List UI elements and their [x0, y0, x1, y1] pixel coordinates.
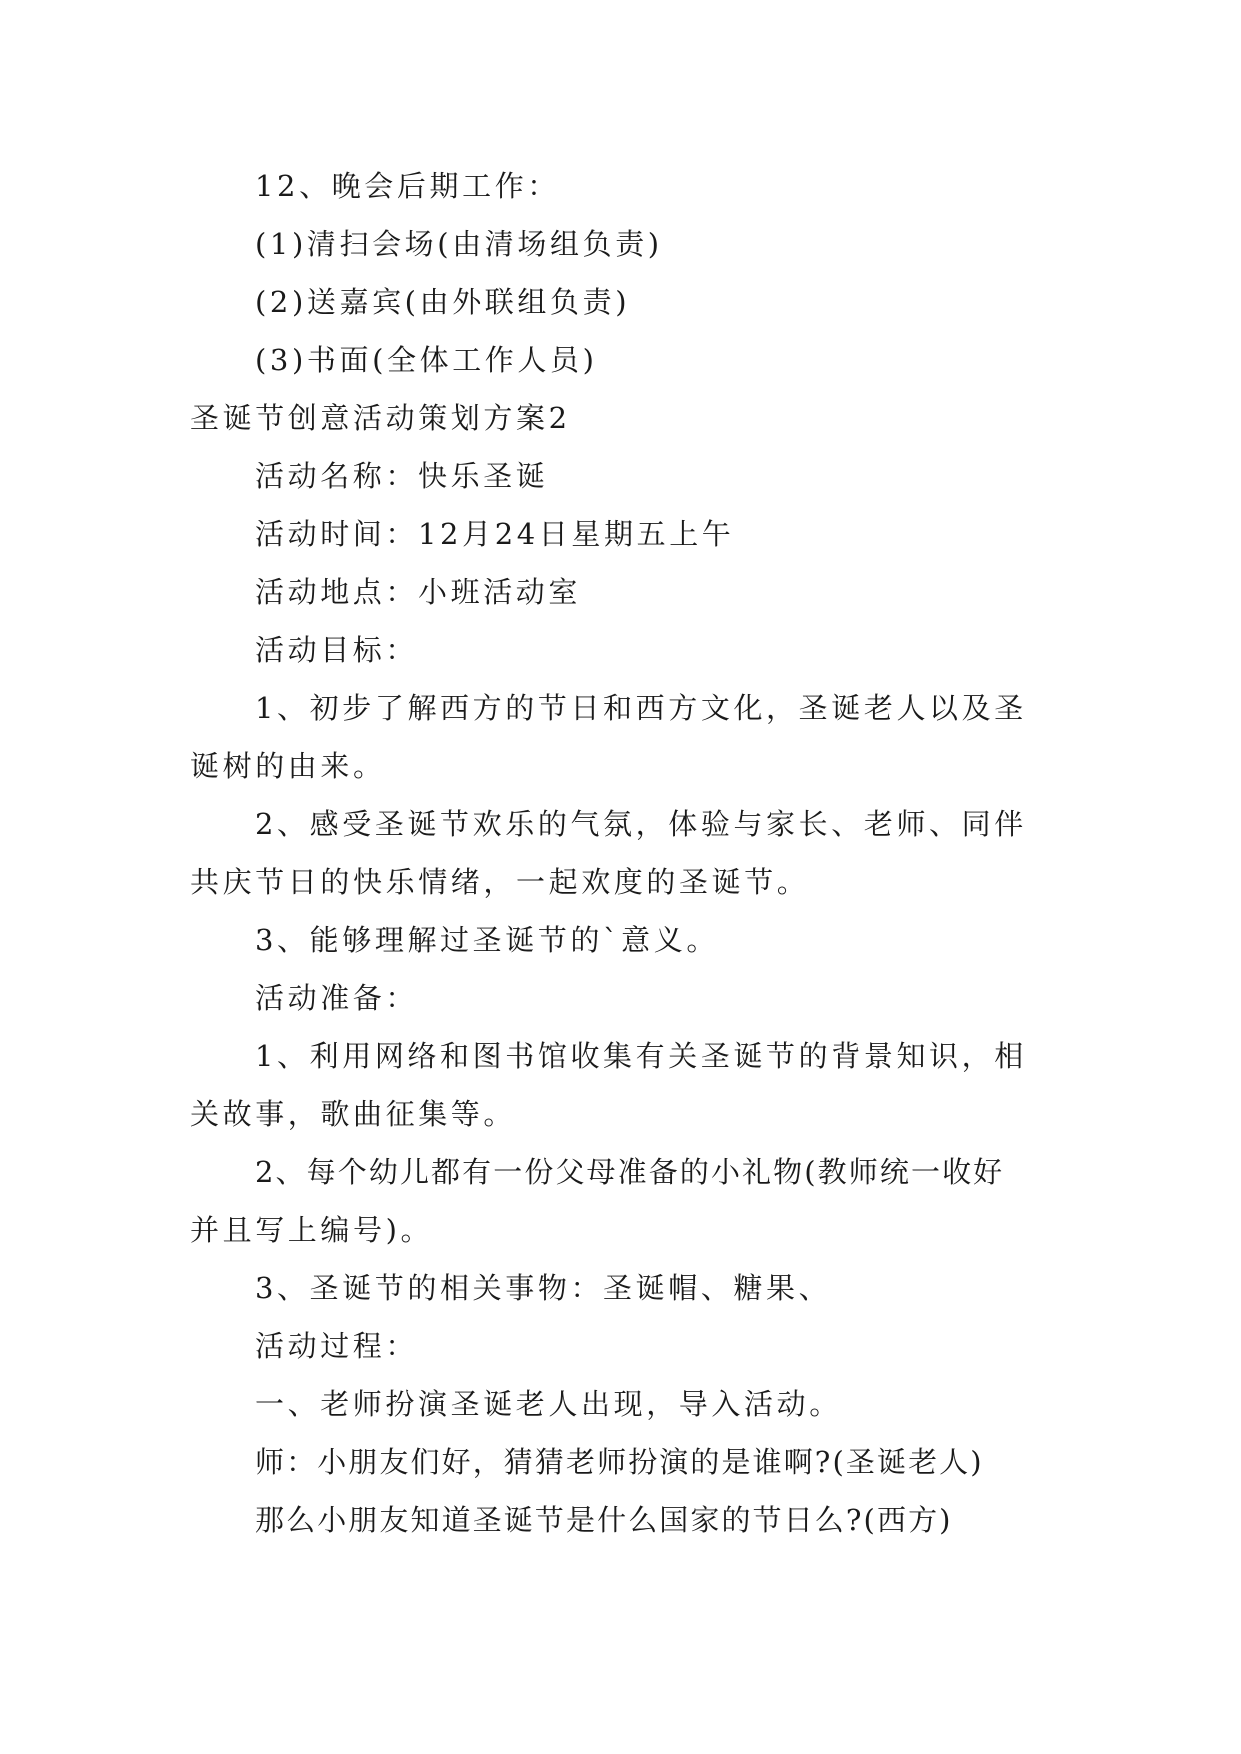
text-line: (3)书面(全体工作人员): [255, 343, 598, 377]
text-line: 3、能够理解过圣诞节的`意义。: [255, 923, 719, 957]
text-line: 活动时间：12月24日星期五上午: [255, 517, 735, 551]
text-line: 活动目标：: [255, 633, 419, 667]
text-line: 2、每个幼儿都有一份父母准备的小礼物(教师统一收好: [255, 1155, 1005, 1189]
text-line: 1、初步了解西方的节日和西方文化，圣诞老人以及圣: [255, 691, 1027, 725]
text-line: (1)清扫会场(由清场组负责): [255, 227, 663, 261]
text-line: 2、感受圣诞节欢乐的气氛，体验与家长、老师、同伴: [255, 807, 1027, 841]
text-line: 3、圣诞节的相关事物：圣诞帽、糖果、: [255, 1271, 832, 1305]
text-line: 12、晚会后期工作：: [255, 169, 560, 203]
text-line: 活动准备：: [255, 981, 419, 1015]
text-line: 诞树的由来。: [190, 749, 386, 783]
text-line: 师：小朋友们好，猜猜老师扮演的是谁啊?(圣诞老人): [255, 1445, 984, 1479]
text-line: 活动地点：小班活动室: [255, 575, 582, 609]
text-line: 活动名称：快乐圣诞: [255, 459, 549, 493]
text-line: 活动过程：: [255, 1329, 419, 1363]
text-line: 并且写上编号)。: [190, 1213, 434, 1247]
text-line: 一、老师扮演圣诞老人出现，导入活动。: [255, 1387, 842, 1421]
section-title: 圣诞节创意活动策划方案2: [190, 401, 571, 435]
text-line: 关故事，歌曲征集等。: [190, 1097, 517, 1131]
text-line: 1、利用网络和图书馆收集有关圣诞节的背景知识，相: [255, 1039, 1027, 1073]
text-line: 共庆节日的快乐情绪，一起欢度的圣诞节。: [190, 865, 810, 899]
text-line: (2)送嘉宾(由外联组负责): [255, 285, 631, 319]
text-line: 那么小朋友知道圣诞节是什么国家的节日么?(西方): [255, 1503, 953, 1537]
